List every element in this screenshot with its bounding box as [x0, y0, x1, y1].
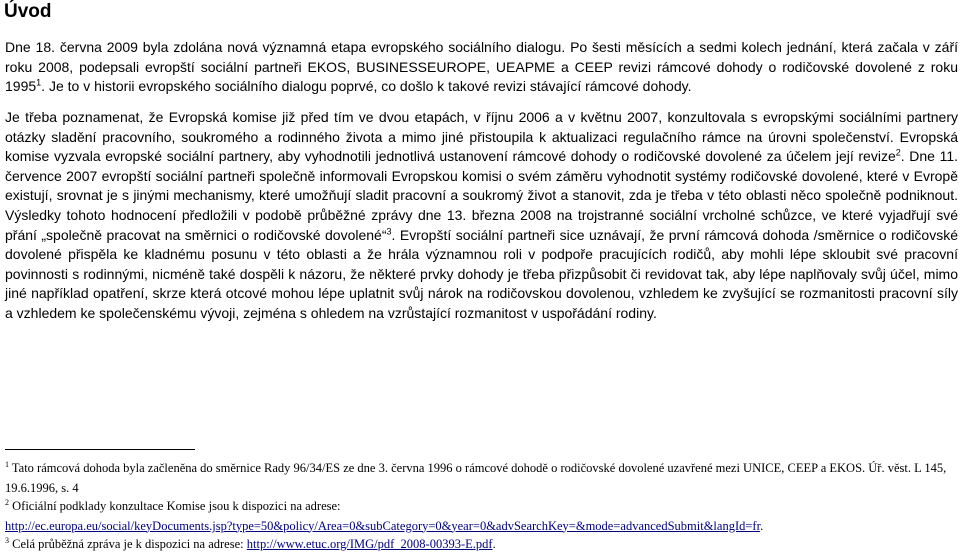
- footnote-text: Oficiální podklady konzultace Komise jsou k dispozici na adrese:: [9, 499, 341, 513]
- section-heading: Úvod: [4, 1, 52, 22]
- paragraph-text: . Dne 11. července 2007 evropští sociální partneři společně informovali Evropskou komisi o svém záměru vyhodnotit systémy rodičovské dovolené, které v Evropě existují, srovnat je s jinými mechanismy, které umožňují sladit pracovní a soukromý život a stanovit, zda je třeba v této oblasti něco společně podniknout. Výsledky tohoto hodnocení předložili v podobě průběžné zprávy dne 13. března 2008 na trojstranné sociální vrcholné schůzce, ve které vyjadřují své přání „společně pracovat na směrnici o rodičovské dovolené“: [5, 148, 959, 243]
- footnote-text: Celá průběžná zpráva je k dispozici na adrese:: [9, 537, 247, 551]
- footnote-ref-2[interactable]: 2: [895, 147, 901, 158]
- intro-paragraph: [5, 38, 958, 97]
- paragraph-text: . Evropští sociální partneři sice uznávají, že první rámcová dohoda /směrnice o rodičovské dovolené přispěla ke kladnému posunu v této oblasti a že hrála významnou roli v podpoře pracujících rodičů, aby mohli lépe skloubit své pracovní povinnosti s rodinnými, nicméně také dospěli k názoru, že některé prvky dohody je třeba přizpůsobit či revidovat tak, aby lépe naplňovaly svůj účel, mimo jiné například opatření, skrze která otcové mohou lépe uplatnit svůj nárok na rodičovskou dovolenou, vzhledem ke zvyšující se rozmanitosti pracovní síly a vzhledem ke společenskému vývoji, zejména s ohledem na vzrůstající rozmanitost v uspořádání rodiny.: [5, 226, 959, 321]
- footnote-ref-3[interactable]: 3: [386, 225, 392, 236]
- paragraph-text: Je třeba poznamenat, že Evropská komise již před tím ve dvou etapách, v říjnu 2006 a v květnu 2007, konzultovala s evropskými sociálními partnery otázky sladění pracovního, soukromého a rodinného života a mimo jiné přistoupila k aktualizaci regulačního rámce na úrovni společenství. Evropská komise vyzvala evropské sociální partnery, aby vyhodnotili jednotlivá ustanovení rámcové dohody o rodičovské dovolené za účelem její revize: [5, 109, 958, 165]
- footnote-punctuation: .: [492, 537, 496, 551]
- body-paragraph: [5, 108, 958, 324]
- footnote-number: 3: [5, 535, 9, 545]
- footnote-link[interactable]: http://ec.europa.eu/social/keyDocuments.jsp?type=50&policy/Area=0&subCategory=0&year=0&advSearchKey=&mode=advancedSubmit&langId=fr: [5, 518, 761, 533]
- footnote-text: Tato rámcová dohoda byla začleněna do směrnice Rady 96/34/ES ze dne 3. června 1996 o rámcové dohodě o rodičovské dovolené uzavřené mezi UNICE, CEEP a EKOS. Úř. věst. L 145, 19.6.1996, s. 4: [5, 461, 947, 495]
- footnote-number: 2: [5, 497, 9, 507]
- footnote-2: [5, 497, 958, 536]
- footnote-link[interactable]: http://www.etuc.org/IMG/pdf_2008-00393-E.pdf: [246, 537, 493, 551]
- footnote-3: [5, 535, 958, 555]
- footnote-1: [5, 459, 958, 498]
- paragraph-text: Dne 18. června 2009 byla zdolána nová významná etapa evropského sociálního dialogu. Po šesti měsících a sedmi kolech jednání, která začala v září roku 2008, podepsali evropští sociální partneři EKOS, BUSINESSEUROPE, UEAPME a CEEP revizi rámcové dohody o rodičovské dovolené z roku 1995: [5, 39, 958, 95]
- footnote-punctuation: .: [760, 518, 764, 533]
- paragraph-text: . Je to v historii evropského sociálního dialogu poprvé, co došlo k takové revizi stávající rámcové dohody.: [41, 78, 692, 95]
- footnote-number: 1: [5, 459, 9, 469]
- footnote-ref-1[interactable]: 1: [36, 77, 42, 88]
- footnote-separator: [5, 449, 195, 450]
